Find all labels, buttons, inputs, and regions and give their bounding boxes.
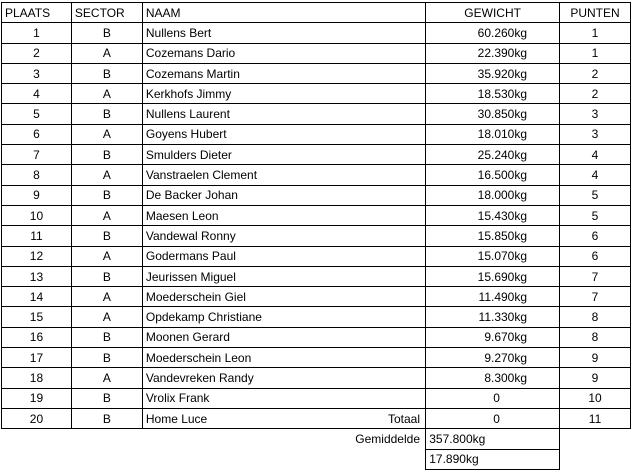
- cell-gewicht: [426, 43, 560, 63]
- header-plaats: PLAATS: [2, 3, 72, 23]
- cell-gewicht: [426, 287, 560, 307]
- cell-punten: 1: [560, 23, 631, 43]
- cell-gewicht: [426, 266, 560, 286]
- cell-naam: Vanstraelen Clement: [142, 165, 425, 185]
- cell-plaats: 6: [2, 124, 72, 144]
- cell-naam: Vandewal Ronny: [142, 226, 425, 246]
- cell-punten: 10: [560, 388, 631, 408]
- cell-plaats: 9: [2, 185, 72, 205]
- cell-sector: B: [71, 226, 142, 246]
- table-row: [2, 63, 631, 83]
- table-row: [2, 327, 631, 347]
- cell-punten: 5: [560, 185, 631, 205]
- cell-plaats: 16: [2, 327, 72, 347]
- cell-plaats: 4: [2, 84, 72, 104]
- table-row: [2, 124, 631, 144]
- cell-punten: 6: [560, 226, 631, 246]
- table-row: [2, 287, 631, 307]
- cell-punten: 9: [560, 368, 631, 388]
- cell-sector: B: [71, 388, 142, 408]
- cell-gewicht: [426, 226, 560, 246]
- table-row: [2, 307, 631, 327]
- gewicht-value: 25.240kg: [477, 147, 528, 162]
- cell-plaats: 19: [2, 388, 72, 408]
- table-row: [2, 348, 631, 368]
- cell-sector: B: [71, 145, 142, 165]
- gewicht-value: 15.690kg: [477, 269, 528, 284]
- gewicht-value: 15.070kg: [477, 249, 528, 264]
- cell-naam: Nullens Laurent: [142, 104, 425, 124]
- cell-naam: De Backer Johan: [142, 185, 425, 205]
- table-row: [2, 104, 631, 124]
- table-row: [2, 165, 631, 185]
- gemiddelde-row: [2, 449, 631, 469]
- cell-plaats: 5: [2, 104, 72, 124]
- cell-naam: Opdekamp Christiane: [142, 307, 425, 327]
- cell-sector: B: [71, 327, 142, 347]
- cell-sector: B: [71, 63, 142, 83]
- gewicht-value: 18.530kg: [477, 86, 528, 101]
- cell-plaats: 15: [2, 307, 72, 327]
- gewicht-value: 9.270kg: [484, 350, 528, 365]
- cell-naam: Maesen Leon: [142, 205, 425, 225]
- cell-gewicht: [426, 307, 560, 327]
- cell-sector: A: [71, 124, 142, 144]
- cell-gewicht: [426, 205, 560, 225]
- cell-gewicht: [426, 165, 560, 185]
- cell-gewicht: [426, 368, 560, 388]
- cell-gewicht: [426, 63, 560, 83]
- cell-plaats: 11: [2, 226, 72, 246]
- cell-naam: Goyens Hubert: [142, 124, 425, 144]
- cell-gewicht: [426, 327, 560, 347]
- table-row: [2, 266, 631, 286]
- cell-naam: Godermans Paul: [142, 246, 425, 266]
- table-row: [2, 408, 631, 428]
- cell-naam: Vrolix Frank: [142, 388, 425, 408]
- cell-plaats: 7: [2, 145, 72, 165]
- cell-naam: Vandevreken Randy: [142, 368, 425, 388]
- gewicht-value: 16.500kg: [477, 168, 528, 183]
- cell-sector: B: [71, 408, 142, 428]
- gewicht-value: 8.300kg: [484, 370, 528, 385]
- gewicht-value: 0: [493, 391, 500, 406]
- cell-sector: A: [71, 307, 142, 327]
- table-row: [2, 23, 631, 43]
- cell-gewicht: [426, 408, 560, 428]
- gewicht-value: 11.490kg: [478, 289, 528, 304]
- table-row: [2, 246, 631, 266]
- cell-sector: B: [71, 185, 142, 205]
- gewicht-value: 22.390kg: [477, 46, 528, 61]
- cell-punten: 6: [560, 246, 631, 266]
- cell-naam: Moederschein Leon: [142, 348, 425, 368]
- cell-sector: B: [71, 266, 142, 286]
- results-sheet: [1, 2, 631, 470]
- cell-naam: Kerkhofs Jimmy: [142, 84, 425, 104]
- header-row: [2, 3, 631, 23]
- header-naam: NAAM: [142, 3, 425, 23]
- cell-plaats: 18: [2, 368, 72, 388]
- cell-sector: A: [71, 84, 142, 104]
- gewicht-value: 18.010kg: [477, 127, 528, 142]
- cell-plaats: 17: [2, 348, 72, 368]
- table-row: [2, 145, 631, 165]
- cell-punten: 3: [560, 124, 631, 144]
- cell-gewicht: [426, 23, 560, 43]
- cell-sector: A: [71, 43, 142, 63]
- gewicht-value: 9.670kg: [484, 330, 528, 345]
- cell-punten: 7: [560, 287, 631, 307]
- cell-gewicht: [426, 246, 560, 266]
- cell-naam: Cozemans Martin: [142, 63, 425, 83]
- cell-plaats: 13: [2, 266, 72, 286]
- table-row: [2, 185, 631, 205]
- cell-punten: 3: [560, 104, 631, 124]
- cell-punten: 5: [560, 205, 631, 225]
- cell-plaats: 3: [2, 63, 72, 83]
- cell-plaats: 2: [2, 43, 72, 63]
- cell-plaats: 1: [2, 23, 72, 43]
- cell-naam: Smulders Dieter: [142, 145, 425, 165]
- table-row: [2, 84, 631, 104]
- cell-naam: Nullens Bert: [142, 23, 425, 43]
- cell-punten: 2: [560, 63, 631, 83]
- cell-punten: 4: [560, 165, 631, 185]
- gewicht-value: 0: [493, 411, 500, 426]
- cell-plaats: 10: [2, 205, 72, 225]
- cell-punten: 7: [560, 266, 631, 286]
- cell-punten: 8: [560, 307, 631, 327]
- gewicht-value: 35.920kg: [477, 66, 528, 81]
- totaal-row: [2, 429, 631, 449]
- cell-punten: 2: [560, 84, 631, 104]
- cell-gewicht: [426, 185, 560, 205]
- cell-sector: B: [71, 348, 142, 368]
- cell-punten: 11: [560, 408, 631, 428]
- cell-gewicht: [426, 104, 560, 124]
- cell-plaats: 20: [2, 408, 72, 428]
- header-sector: SECTOR: [71, 3, 142, 23]
- gewicht-value: 15.430kg: [477, 208, 528, 223]
- table-row: [2, 43, 631, 63]
- cell-sector: A: [71, 246, 142, 266]
- cell-plaats: 12: [2, 246, 72, 266]
- gewicht-value: 15.850kg: [477, 228, 528, 243]
- gemiddelde-label: Gemiddelde: [355, 432, 420, 446]
- gewicht-value: 30.850kg: [477, 107, 528, 122]
- gewicht-value: 60.260kg: [477, 25, 528, 40]
- cell-naam: Home Luce: [142, 408, 425, 428]
- cell-naam: Jeurissen Miguel: [142, 266, 425, 286]
- cell-sector: A: [71, 165, 142, 185]
- cell-plaats: 8: [2, 165, 72, 185]
- totaal-label: Totaal: [387, 412, 420, 426]
- gemiddelde-value: 17.890kg: [426, 449, 560, 469]
- cell-sector: B: [71, 104, 142, 124]
- cell-plaats: 14: [2, 287, 72, 307]
- cell-naam: Cozemans Dario: [142, 43, 425, 63]
- table-row: [2, 205, 631, 225]
- totaal-value: 357.800kg: [426, 429, 560, 449]
- results-table: [1, 2, 631, 470]
- gewicht-value: 18.000kg: [477, 188, 528, 203]
- cell-punten: 9: [560, 348, 631, 368]
- table-row: [2, 388, 631, 408]
- cell-naam: Moederschein Giel: [142, 287, 425, 307]
- header-gewicht: GEWICHT: [426, 3, 560, 23]
- cell-gewicht: [426, 84, 560, 104]
- cell-punten: 8: [560, 327, 631, 347]
- cell-gewicht: [426, 145, 560, 165]
- table-body: [2, 23, 631, 429]
- cell-gewicht: [426, 388, 560, 408]
- header-punten: PUNTEN: [560, 3, 631, 23]
- cell-punten: 1: [560, 43, 631, 63]
- gewicht-value: 11.330kg: [478, 310, 528, 325]
- cell-sector: A: [71, 368, 142, 388]
- cell-sector: A: [71, 287, 142, 307]
- cell-gewicht: [426, 348, 560, 368]
- cell-punten: 4: [560, 145, 631, 165]
- table-row: [2, 368, 631, 388]
- table-row: [2, 226, 631, 246]
- cell-sector: A: [71, 205, 142, 225]
- cell-sector: B: [71, 23, 142, 43]
- cell-naam: Moonen Gerard: [142, 327, 425, 347]
- cell-gewicht: [426, 124, 560, 144]
